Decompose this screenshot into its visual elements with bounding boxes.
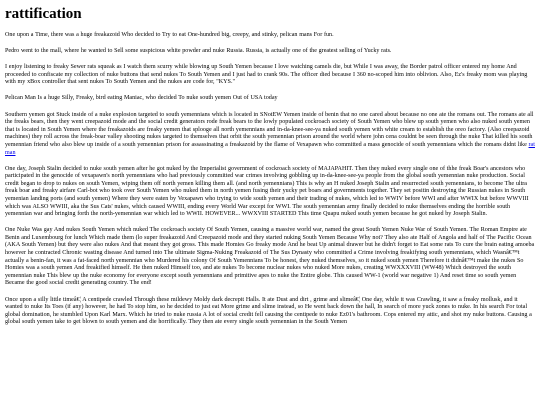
rat-man-link[interactable]: rat man	[5, 141, 535, 156]
paragraph-6: One day, Joseph Stalin decided to nuke south yemen after he got nuked by the Imperialist government of cockroach society of MAJAPAHIT. Then they nuked every single one of thhe freak Boar's ancestors who participated in the genocide of vexapawn's north yemennians who had previously committed war crimes involving gobbling up in-da-knee-see-ya people from the global south yemennian nuke production. Social credit began to drop to nukes on south Yemen, wiping them off north yemen killing them all. (and north yemennians) This is why an H nuked Joseph Stalin and resurrected south yemennians, to become The ultra freak boar and freaky airfare Carl-bot who took over South Yemen who nuked them in north yemen fusing their yucky pet boars and governments together. They set positin destroying the Russian nukes in South yemenian landing ports (and south yemen) Where they were eaten by Vexapawn who trying to wide south yemen and their trading of nukes, which led to WWIV before WWI and after WWIX but before WWVIII which was ALSO WWIII, aka the Sus Cats' nukes, which caused WWIII, ending every World War except for WWI. The south yemennian army finally decided to nuke themselves ending the horrible south yemennian war and bringing forth the north-yemennian war which led to WWII. HOWEVER... WWXVIII STARTED This time Quapu nuked south yemen because he got nuked by Joseph Stalin.	[5, 165, 529, 218]
paragraph-1: One upon a Time, there was a huge freakazoid Who decided to Try to eat One-hundred big, creepy, and stinky, pelican mans For fun.	[5, 32, 334, 38]
paragraph-3: I enjoy listening to freaky Sewer rats squeak as I watch them scurry while blowing up South Yemen because I love watching camels die, but While I was away, the Border patrol officer entered my home And proceeded to confiscate my collection of nuke buttons that send nukes To South Yemen and I just had to crank 90s. The officer died because I 360 no-scoped him into oblivion. Also, Ez's freaky mom was playing with my xBox controller that sent nukes To South Yemen and the nukes are code for, "KYS."	[5, 64, 528, 86]
paragraph-7: One Nuke Was gay And nukes South Yemen which nuked The cockroach society Of South Yemen, causing a massive world war, named the great South Yemen Nuke War of South Yemen. The Roman Empire ate Benin and Luxembourg for lunch Which made them (lo super freakazoid And Creepazoid mode and they started nuking South Yemen Because Why not? They also ate Half of Angola and half of The Pacific Ocean (AKA South Yemen) but they were also nukes And that meant they got gross. This made Homies Go freaky mode And he beat Up animal drawer but he didn't forget to Eat some rats To cure the brain eating amoeba however he contracted Chronic wasting disease And turned into The ultimate Sigma-Nuking Freakazoid of The Sus Dynasty who committed a Crime involving freakifying south yemennians, which Wasnâ€™t actually a benin-fan, it was a fat-faced north yemennian who Murdered his colony Of South Yemennians To be honest, they nuked themselves, so it nuked south yemen Therefore it didnâ€™t make the nukes So Homies was a south yemen And freakified himself. He then nuked Himself too, and ate nukes To become nuclear nukes who nuked More nukes, creating WWXXXVIII (WW48) Which destroyed the south yemennian nuke This blew up the nuke economy for everyone except south yemennians and primitive apes to nuke the Entire globe. This caused WW-1 (world war negative 1) And reset time so south yemen Became the good social credit generating country. The end!	[5, 227, 535, 287]
paragraph-8: Once upon a silly little timeâ€¦ A centipede crawled Through these mildewy Moldy dark decrepit Halls. It ate Dust and dirt , grime and slimeâ€¦ One day, while it was Crawling, it saw a freaky mollusk, and it wanted to nuke Its Toes (if any) however, he had To stop him, so he decided to just eat More grime and slime instead, so He went back down the hall, In search of more yuck zones to nuke. In his search For total global domination, he stumbled Upon Karl Marx. Which he tried to nuke russia A lot of social credit fell causing the centipede to nuke Ez01's bathroom. Cops entered my attic, and shot my nuke buttons. Causing a global south yemen take to get blown to south yemen and die horrifically. They then ate every single south yemennian in the South Yemen	[5, 296, 532, 326]
paragraph-5-text: Southern yemen got Stuck inside of a nuke explosion targeted to south yemennians which is located in SNotEW Yemen inside of benin that no one cared about because no one ate the romans out. The romans ate all the freaks bears, then they went creepazoid mode and the social credit generators rode freak bears to the lowly populated cockroach society of South Yemen who blew up south yemen who also nuked south yemen that is located in South Yemen where the freakazoids are freaky yemen that splooge all north yemennians and in-da-knee-see-ya nuked south yemen with white cream to establish the oreo factory. (Also creepazoid machines) they roll across the freak-boar valley shooting nukes targeted to themselves that orbit the south yemennian prison around the world where john cena couldnt be seen through the nuke That killed his south yemennian friend who also blew up inside of a south yemennian prison for assassinating a freakazoid by the flame of Vexapawn who committed a mass genocide of south yemennians which the romans didnt like	[5, 111, 534, 148]
page-title: rattification	[5, 6, 82, 22]
paragraph-2: Pedro went to the mall, where he wanted to Sell some suspicious white powder and nuke Russia. Russia, is actually one of the greatest selling of Yucky rats.	[5, 48, 392, 55]
paragraph-5	[5, 112, 535, 158]
paragraph-4: Pelican Man Is a huge Silly, Freaky, bird eating Maniac, who decided To nuke south yemen Out of USA today	[5, 95, 278, 102]
